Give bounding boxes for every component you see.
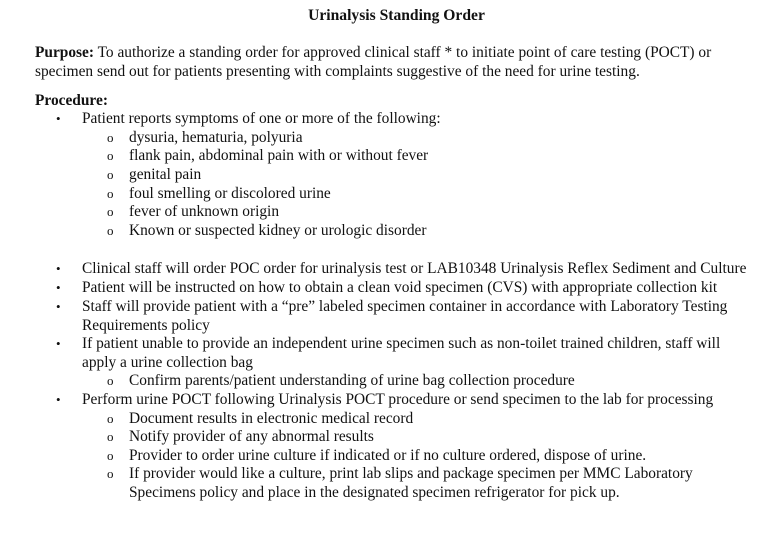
subitem-text: Notify provider of any abnormal results — [129, 428, 374, 446]
poct-sublist — [82, 410, 758, 503]
procedure-steps-list — [35, 258, 758, 502]
step-text: Clinical staff will order POC order for urinalysis test or LAB10348 Urinalysis Reflex Sediment and Culture — [82, 260, 747, 278]
list-item — [82, 203, 758, 222]
list-item — [82, 447, 758, 466]
symptom-text: fever of unknown origin — [129, 203, 280, 221]
circle-bullet-icon: o — [107, 466, 114, 482]
circle-bullet-icon: o — [107, 410, 114, 426]
step-text: If patient unable to provide an independent urine specimen such as non-toilet trained children, staff will apply a urine collection bag — [82, 335, 721, 371]
bag-sublist — [82, 372, 758, 391]
list-item — [82, 428, 758, 447]
purpose-paragraph — [35, 43, 758, 82]
list-item — [82, 222, 758, 241]
list-item — [35, 391, 758, 503]
subitem-text: Provider to order urine culture if indicated or if no culture ordered, dispose of urine. — [129, 446, 647, 464]
list-item — [35, 298, 758, 335]
list-item — [82, 185, 758, 204]
bullet-icon: • — [56, 111, 61, 127]
list-item — [82, 372, 758, 391]
bullet-icon: • — [56, 280, 61, 296]
procedure-heading: Procedure: — [35, 91, 108, 109]
circle-bullet-icon: o — [107, 429, 114, 445]
step-text: Patient will be instructed on how to obtain a clean void specimen (CVS) with appropriate collection kit — [82, 279, 718, 297]
symptoms-list — [82, 129, 758, 241]
purpose-text: To authorize a standing order for approved clinical staff * to initiate point of care testing (POCT) or specimen send out for patients presenting with complaints suggestive of the need for urine testing. — [35, 43, 712, 81]
list-item — [82, 166, 758, 185]
document-title: Urinalysis Standing Order — [308, 7, 485, 24]
circle-bullet-icon: o — [107, 373, 114, 389]
circle-bullet-icon: o — [107, 204, 114, 220]
list-item — [82, 129, 758, 148]
circle-bullet-icon: o — [107, 129, 114, 145]
subitem-text: Document results in electronic medical record — [129, 409, 414, 427]
list-item — [35, 258, 758, 279]
bullet-icon: • — [56, 298, 61, 314]
symptom-text: flank pain, abdominal pain with or without fever — [129, 147, 429, 165]
list-item — [35, 110, 758, 240]
list-item — [82, 465, 758, 502]
circle-bullet-icon: o — [107, 447, 114, 463]
symptom-text: Known or suspected kidney or urologic disorder — [129, 221, 427, 239]
symptom-text: genital pain — [129, 165, 202, 183]
circle-bullet-icon: o — [107, 222, 114, 238]
list-item — [35, 279, 758, 298]
subitem-text: If provider would like a culture, print lab slips and package specimen per MMC Laboratory Specimens policy and place in the designated specimen refrigerator for pick up. — [129, 465, 693, 501]
bullet-icon: • — [56, 336, 61, 352]
step-text: Staff will provide patient with a “pre” labeled specimen container in accordance with Laboratory Testing Requirements policy — [82, 297, 728, 334]
circle-bullet-icon: o — [107, 166, 114, 182]
symptom-text: foul smelling or discolored urine — [129, 184, 331, 202]
symptoms-intro: Patient reports symptoms of one or more of the following: — [82, 110, 441, 128]
purpose-label: Purpose: — [35, 43, 94, 61]
list-item — [35, 335, 758, 391]
circle-bullet-icon: o — [107, 185, 114, 201]
list-item — [82, 410, 758, 429]
bullet-icon: • — [56, 391, 61, 407]
subitem-text: Confirm parents/patient understanding of urine bag collection procedure — [129, 372, 575, 390]
list-item — [82, 147, 758, 166]
section-gap — [35, 240, 758, 258]
procedure-list — [35, 110, 758, 240]
circle-bullet-icon: o — [107, 148, 114, 164]
symptom-text: dysuria, hematuria, polyuria — [129, 128, 303, 146]
step-text: Perform urine POCT following Urinalysis POCT procedure or send specimen to the lab for processing — [82, 390, 714, 408]
bullet-icon: • — [56, 261, 61, 277]
